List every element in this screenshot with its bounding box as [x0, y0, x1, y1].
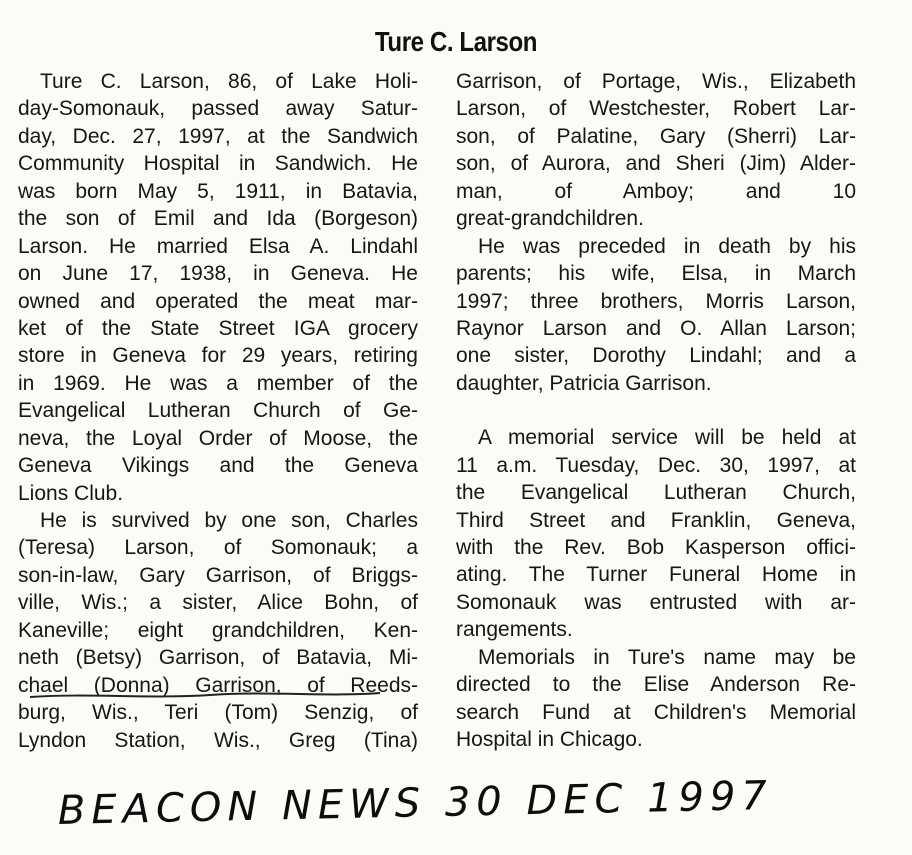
text-line: neva, the Loyal Order of Moose, the [18, 426, 418, 450]
paragraph-gap [456, 397, 856, 424]
text-line: owned and operated the meat mar- [18, 289, 418, 313]
text-line: A memorial service will be held at [478, 426, 856, 450]
text-line: great-grandchildren. [456, 207, 644, 231]
text-line: Evangelical Lutheran Church of Ge- [18, 399, 418, 423]
text-line: chael (Donna) Garrison, of Reeds- [18, 673, 418, 697]
text-line: son, of Aurora, and Sheri (Jim) Alder- [456, 152, 856, 176]
text-line: Kaneville; eight grandchildren, Ken- [18, 618, 418, 642]
text-line: He is survived by one son, Charles [40, 509, 418, 532]
text-line: rangements. [456, 618, 573, 642]
text-line: with the Rev. Bob Kasperson offici- [456, 536, 856, 559]
text-line: store in Geneva for 29 years, retiring [18, 344, 418, 368]
handwritten-source-note: BEACON NEWS 30 DEC 1997 [57, 772, 774, 834]
text-line: Larson. He married Elsa A. Lindahl [18, 234, 418, 258]
text-line: daughter, Patricia Garrison. [456, 371, 712, 395]
obituary-title: Ture C. Larson [374, 26, 538, 57]
text-line: 1997; three brothers, Morris Larson, [456, 289, 856, 313]
text-line: ating. The Turner Funeral Home in [456, 563, 856, 587]
text-line: was born May 5, 1911, in Batavia, [18, 179, 418, 203]
text-line: the Evangelical Lutheran Church, [456, 481, 856, 505]
text-line: neth (Betsy) Garrison, of Batavia, Mi- [18, 646, 418, 670]
text-line: ville, Wis.; a sister, Alice Bohn, of [18, 591, 418, 615]
text-line: He was preceded in death by his [478, 234, 856, 258]
text-line: the son of Emil and Ida (Borgeson) [18, 207, 418, 231]
text-line: ket of the State Street IGA grocery [18, 316, 418, 340]
text-line: in 1969. He was a member of the [18, 371, 418, 395]
text-line: son-in-law, Gary Garrison, of Briggs- [18, 563, 418, 587]
text-line: Lyndon Station, Wis., Greg (Tina) [18, 728, 418, 752]
text-line: burg, Wis., Teri (Tom) Senzig, of [18, 701, 418, 725]
text-line: Lions Club. [18, 481, 124, 505]
text-line: search Fund at Children's Memorial [456, 700, 856, 724]
text-line: Geneva Vikings and the Geneva [18, 454, 418, 478]
text-line: parents; his wife, Elsa, in March [456, 262, 856, 286]
text-line: one sister, Dorothy Lindahl; and a [456, 344, 856, 368]
left-column [18, 68, 418, 754]
text-line: Hospital in Chicago. [456, 728, 643, 752]
text-line: 11 a.m. Tuesday, Dec. 30, 1997, at [456, 453, 856, 477]
text-line: Ture C. Larson, 86, of Lake Holi- [40, 70, 418, 93]
text-line: on June 17, 1938, in Geneva. He [18, 262, 418, 286]
right-column [456, 68, 856, 754]
text-line: Somonauk was entrusted with ar- [456, 590, 856, 614]
text-line: Garrison, of Portage, Wis., Elizabeth [456, 70, 856, 93]
text-line: man, of Amboy; and 10 [456, 179, 856, 203]
text-line: day-Somonauk, passed away Satur- [18, 97, 418, 121]
text-line: son, of Palatine, Gary (Sherri) Lar- [456, 124, 856, 148]
text-line: (Teresa) Larson, of Somonauk; a [18, 536, 418, 560]
text-line: directed to the Elise Anderson Re- [456, 673, 856, 697]
text-line: Memorials in Ture's name may be [478, 645, 856, 669]
text-line: Third Street and Franklin, Geneva, [456, 508, 856, 532]
text-line: Raynor Larson and O. Allan Larson; [456, 316, 856, 340]
text-line: Larson, of Westchester, Robert Lar- [456, 97, 856, 121]
text-line: day, Dec. 27, 1997, at the Sandwich [18, 124, 418, 148]
text-line: Community Hospital in Sandwich. He [18, 152, 418, 176]
